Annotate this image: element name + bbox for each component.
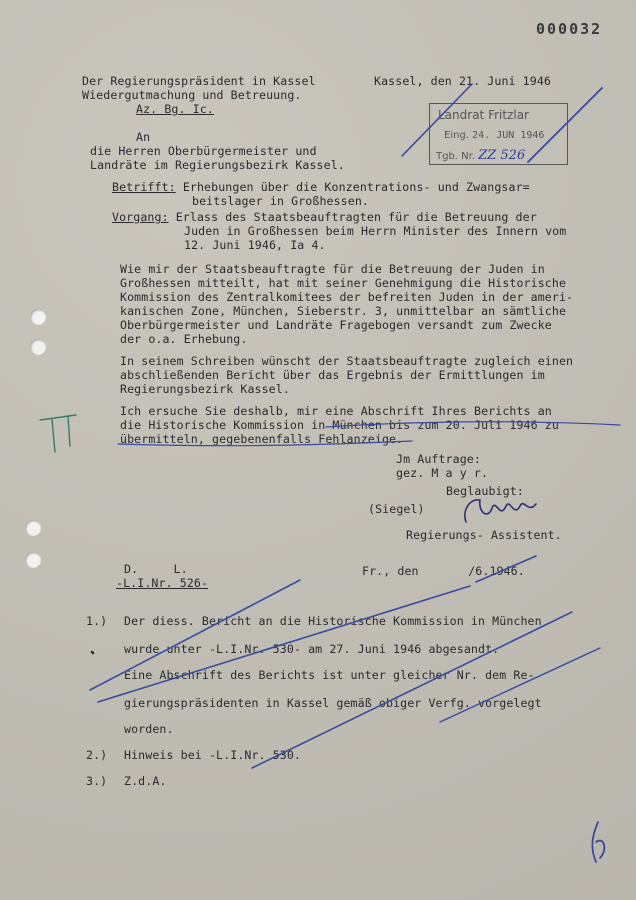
item-1-line-5: worden. [124, 722, 174, 736]
lower-dl: D. L. [124, 562, 188, 576]
beglaubigt-signature [465, 500, 536, 522]
sig-im-auftrage: Jm Auftrage: [396, 452, 481, 466]
left-bracket-mark [40, 415, 76, 452]
body-p1-l4: kanischen Zone, München, Sieberstr. 3, unmittelbar an sämtliche [120, 304, 567, 318]
item-2-line-1: Hinweis bei -L.I.Nr. 530. [124, 748, 302, 762]
item-3-line-1: Z.d.A. [124, 774, 167, 788]
body-p3-l3: übermitteln, gegebenenfalls Fehlanzeige. [120, 432, 404, 446]
recipient-line-2: die Herren Oberbürgermeister und [90, 144, 317, 158]
place-date: Kassel, den 21. Juni 1946 [374, 74, 552, 88]
body-p2-l2: abschließenden Bericht über das Ergebnis der Ermittlungen im [120, 368, 545, 382]
stamp-office: Landrat Fritzlar [438, 108, 529, 122]
item-1-line-2: wurde unter -L.I.Nr. 530- am 27. Juni 1946 abgesandt. [124, 642, 500, 656]
body-p1-l6: der o.a. Erhebung. [120, 332, 248, 346]
bullet-dot [92, 652, 93, 653]
item-strike-3 [252, 612, 572, 768]
sender-line-1: Der Regierungspräsident in Kassel [82, 74, 316, 88]
recipient-an: An [136, 130, 151, 144]
item-1-line-3: Eine Abschrift des Berichts ist unter gleicher Nr. dem Re- [124, 668, 535, 682]
reference-line-2: Juden in Großhessen beim Herrn Minister des Innern vom [184, 224, 567, 238]
stamp-eing-date: 24. JUN 1946 [472, 130, 545, 141]
lower-lnr: -L.I.Nr. 526- [116, 576, 209, 590]
body-p3-l1: Ich ersuche Sie deshalb, mir eine Abschrift Ihres Berichts an [120, 404, 552, 418]
reference-line-3: 12. Juni 1946, Ia 4. [184, 238, 326, 252]
stamp-tgb-label: Tgb. Nr. [436, 151, 476, 162]
underline-date [326, 422, 620, 427]
body-p1-l3: Kommission des Zentralkomitees der befreiten Juden in der ameri- [120, 290, 574, 304]
body-p1-l2: Großhessen mitteilt, hat mit seiner Genehmigung die Historische [120, 276, 567, 290]
item-1-line-1: Der diess. Bericht an die Historische Kommission in München [124, 614, 542, 628]
item-strike-2 [98, 586, 470, 702]
item-3-num: 3.) [86, 774, 108, 788]
sig-certified: Beglaubigt: [446, 484, 524, 498]
body-p1-l1: Wie mir der Staatsbeauftragte für die Betreuung der Juden in [120, 262, 545, 276]
body-p1-l5: Oberbürgermeister und Landräte Fragebogen versandt zum Zwecke [120, 318, 552, 332]
subject-text: Erhebungen über die Konzentrations- und Zwangsar= [175, 180, 530, 194]
date-strike [476, 556, 536, 582]
body-p2-l1: In seinem Schreiben wünscht der Staatsbeauftragte zugleich einen [120, 354, 574, 368]
subject-line-2: beitslager in Großhessen. [192, 194, 370, 208]
lower-date: Fr., den /6.1946. [362, 564, 525, 578]
recipient-line-3: Landräte im Regierungsbezirk Kassel. [90, 158, 345, 172]
item-strike-4 [440, 648, 600, 722]
sender-line-2: Wiedergutmachung und Betreuung. [82, 88, 302, 102]
reference-label: Vorgang: [112, 210, 169, 224]
body-p3-l2: die Historische Kommission in München bis zum 20. Juli 1946 zu [120, 418, 559, 432]
corner-initial [592, 822, 604, 862]
item-strike-1 [90, 580, 300, 690]
body-p2-l3: Regierungsbezirk Kassel. [120, 382, 290, 396]
stamp-strike-right [528, 88, 602, 162]
subject-label: Betrifft: [112, 180, 176, 194]
reference-text: Erlass des Staatsbeauftragten für die Betreuung der [168, 210, 537, 224]
item-2-num: 2.) [86, 748, 108, 762]
document-number: 000032 [536, 20, 603, 38]
sig-signed: gez. M a y r. [396, 466, 489, 480]
sig-title: Regierungs- Assistent. [406, 528, 562, 542]
item-1-line-4: gierungspräsidenten in Kassel gemäß obiger Verfg. vorgelegt [124, 696, 542, 710]
sig-seal: (Siegel) [368, 502, 425, 516]
stamp-tgb-number: ZZ 526 [478, 148, 526, 163]
underline-fehlanzeige [118, 441, 412, 446]
item-1-num: 1.) [86, 614, 108, 628]
stamp-strike-left [402, 84, 472, 156]
stamp-eing-label: Eing. [444, 130, 469, 141]
sender-reference: Az. Bg. Ic. [136, 102, 214, 116]
